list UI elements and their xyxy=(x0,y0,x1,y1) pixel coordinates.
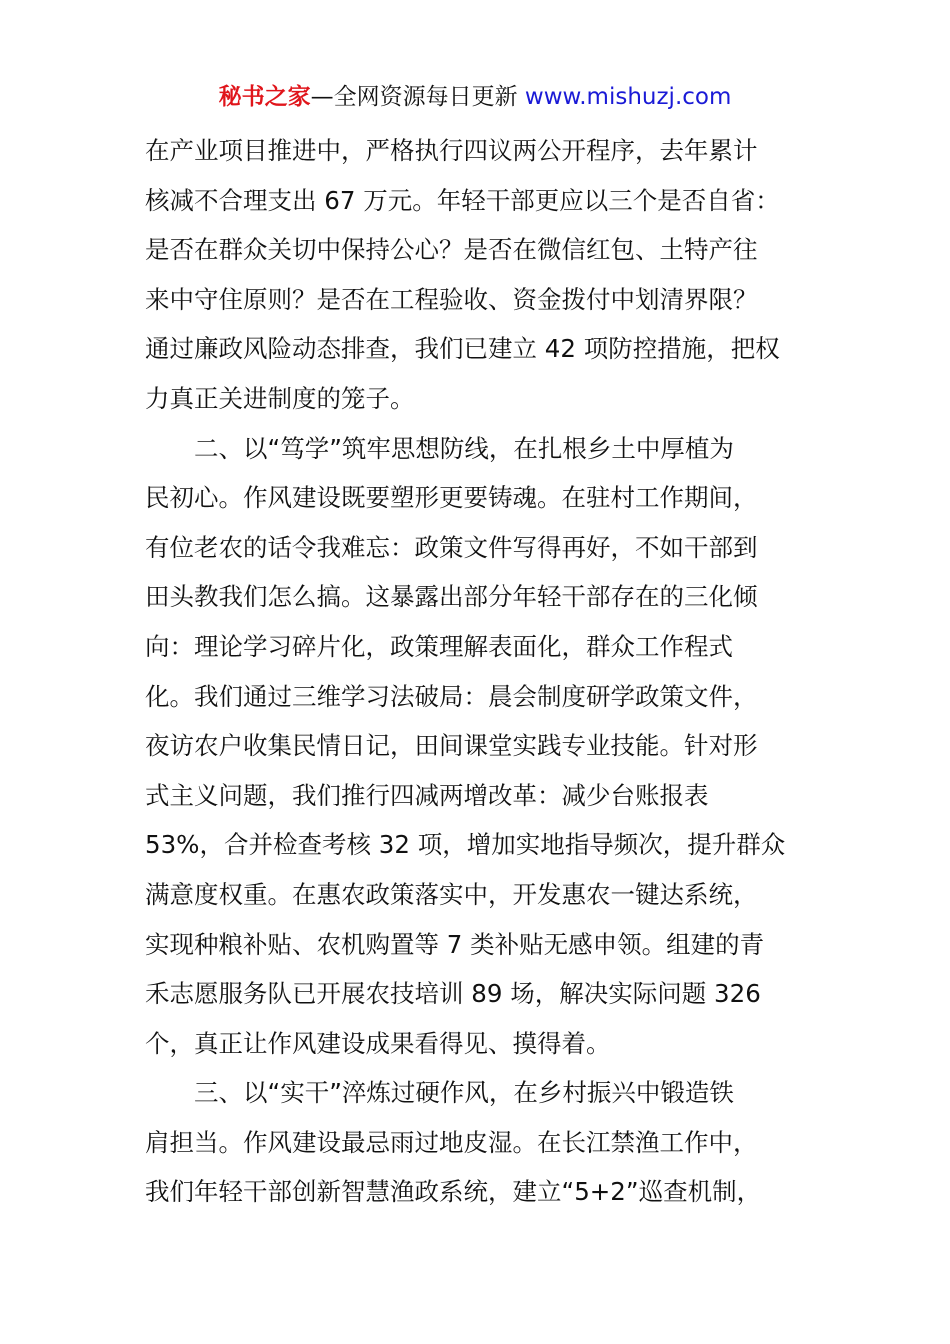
text-line: 有位老农的话令我难忘：政策文件写得再好，不如干部到 xyxy=(145,532,758,562)
site-url-link[interactable]: www.mishuzj.com xyxy=(524,84,732,110)
text-line: 田头教我们怎么搞。这暴露出部分年轻干部存在的三化倾 xyxy=(145,582,758,612)
text-line: 来中守住原则？是否在工程验收、资金拨付中划清界限？ xyxy=(145,284,758,314)
text-line: 向：理论学习碎片化，政策理解表面化，群众工作程式 xyxy=(145,631,733,661)
section-heading-line: 二、以“笃学”筑牢思想防线，在扎根乡土中厚植为 xyxy=(145,433,734,463)
header-tagline: —全网资源每日更新 xyxy=(310,84,518,110)
text-line: 禾志愿服务队已开展农技培训 89 场，解决实际问题 326 xyxy=(145,979,761,1009)
text-line: 夜访农户收集民情日记，田间课堂实践专业技能。针对形 xyxy=(145,731,758,761)
text-line: 式主义问题，我们推行四减两增改革：减少台账报表 xyxy=(145,780,709,810)
text-line: 我们年轻干部创新智慧渔政系统，建立“5+2”巡查机制， xyxy=(145,1177,762,1207)
document-body xyxy=(145,126,815,1217)
text-line: 在产业项目推进中，严格执行四议两公开程序，去年累计 xyxy=(145,136,758,165)
text-line: 力真正关进制度的笼子。 xyxy=(145,383,415,413)
text-line: 肩担当。作风建设最忌雨过地皮湿。在长江禁渔工作中， xyxy=(145,1127,758,1157)
text-line: 化。我们通过三维学习法破局：晨会制度研学政策文件， xyxy=(145,681,758,711)
text-line: 实现种粮补贴、农机购置等 7 类补贴无感申领。组建的青 xyxy=(145,929,765,959)
brand-name: 秘书之家 xyxy=(218,84,311,110)
page-header xyxy=(0,80,950,114)
text-line: 核减不合理支出 67 万元。年轻干部更应以三个是否自省： xyxy=(145,185,780,215)
text-line: 满意度权重。在惠农政策落实中，开发惠农一键达系统， xyxy=(145,879,758,909)
text-line: 通过廉政风险动态排查，我们已建立 42 项防控措施，把权 xyxy=(145,334,780,364)
text-line: 民初心。作风建设既要塑形更要铸魂。在驻村工作期间， xyxy=(145,483,758,513)
text-line: 个，真正让作风建设成果看得见、摸得着。 xyxy=(145,1028,611,1058)
section-heading-line: 三、以“实干”淬炼过硬作风，在乡村振兴中锻造铁 xyxy=(145,1078,734,1108)
text-line: 是否在群众关切中保持公心？是否在微信红包、土特产往 xyxy=(145,235,758,265)
text-line: 53%，合并检查考核 32 项，增加实地指导频次，提升群众 xyxy=(145,830,786,860)
